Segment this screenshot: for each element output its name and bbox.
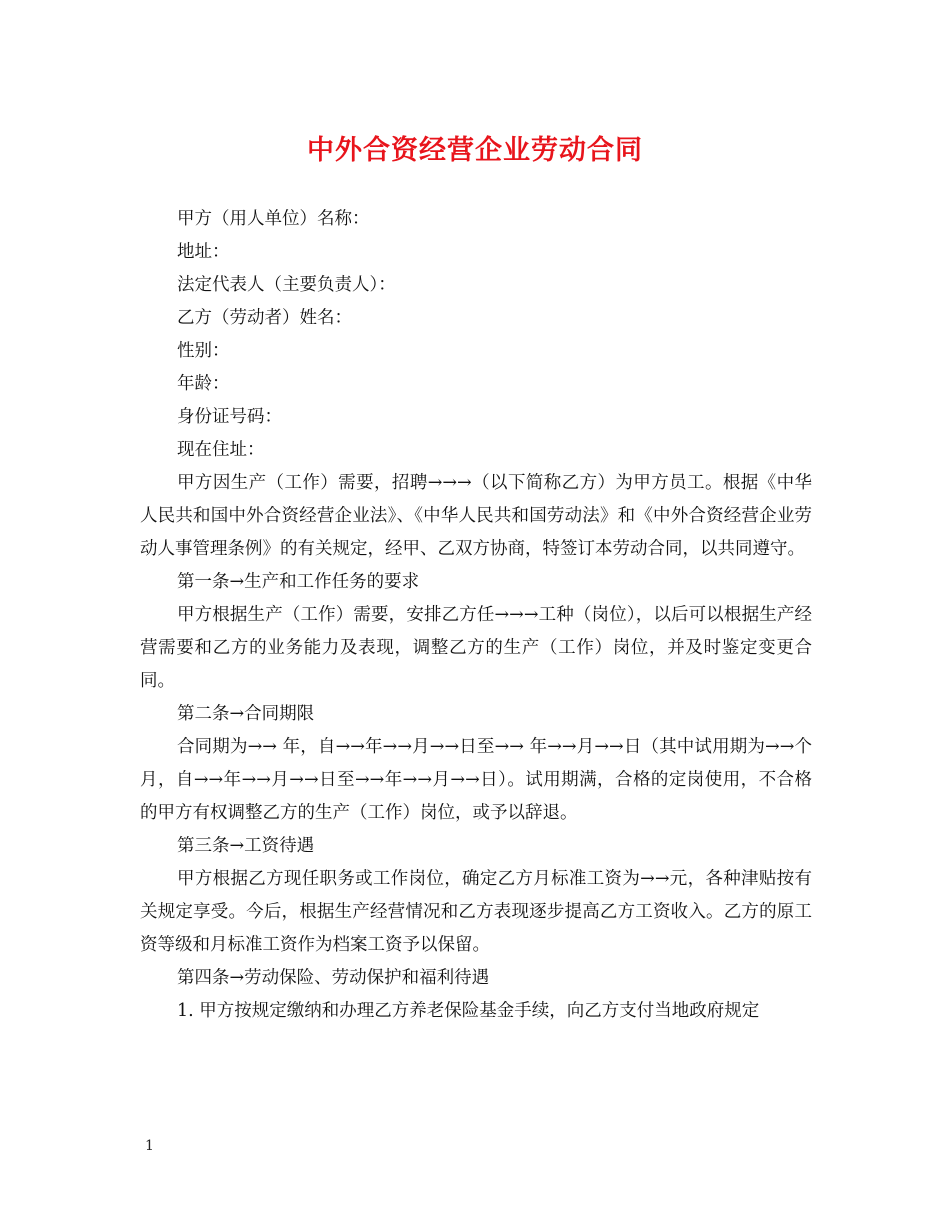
document-body [140,203,812,1028]
field-id-number: 身份证号码： [177,407,282,427]
field-gender: 性别： [177,341,230,361]
field-address: 地址： [177,242,230,262]
document-title: 中外合资经营企业劳动合同 [307,135,643,166]
field-employer-name: 甲方（用人单位）名称： [177,209,370,229]
article-3-heading: 第三条→工资待遇 [177,836,315,856]
field-age: 年龄： [177,374,230,394]
article-2-heading: 第二条→合同期限 [177,704,315,724]
article-3-paragraph: 甲方根据乙方现任职务或工作岗位，确定乙方月标准工资为→→元，各种津贴按有关规定享受。今后，根据生产经营情况和乙方表现逐步提高乙方工资收入。乙方的原工资等级和月标准工资作为档案工资予以保留。 [140,869,812,955]
page-number: 1 [145,1138,154,1154]
field-legal-representative: 法定代表人（主要负责人）： [177,275,396,295]
field-current-address: 现在住址： [177,440,265,460]
article-1-paragraph: 甲方根据生产（工作）需要，安排乙方任→→→工种（岗位），以后可以根据生产经营需要和乙方的业务能力及表现，调整乙方的生产（工作）岗位，并及时鉴定变更合同。 [140,605,812,691]
field-employee-name: 乙方（劳动者）姓名： [177,308,352,328]
preamble-paragraph: 甲方因生产（工作）需要，招聘→→→（以下简称乙方）为甲方员工。根据《中华人民共和国中外合资经营企业法》、《中华人民共和国劳动法》和《中外合资经营企业劳动人事管理条例》的有关规定，经甲、乙双方协商，特签订本劳动合同，以共同遵守。 [140,473,812,559]
article-1-heading: 第一条→生产和工作任务的要求 [177,572,420,592]
article-4-heading: 第四条→劳动保险、劳动保护和福利待遇 [177,968,490,988]
article-2-paragraph: 合同期为→→ 年，自→→年→→月→→日至→→ 年→→月→→日（其中试用期为→→个月，自→→年→→月→→日至→→年→→月→→日）。试用期满，合格的定岗使用，不合格的甲方有权调整乙方的生产（工作）岗位，或予以辞退。 [140,737,812,823]
article-4-item-1: 1. 甲方按规定缴纳和办理乙方养老保险基金手续，向乙方支付当地政府规定 [177,1001,760,1021]
